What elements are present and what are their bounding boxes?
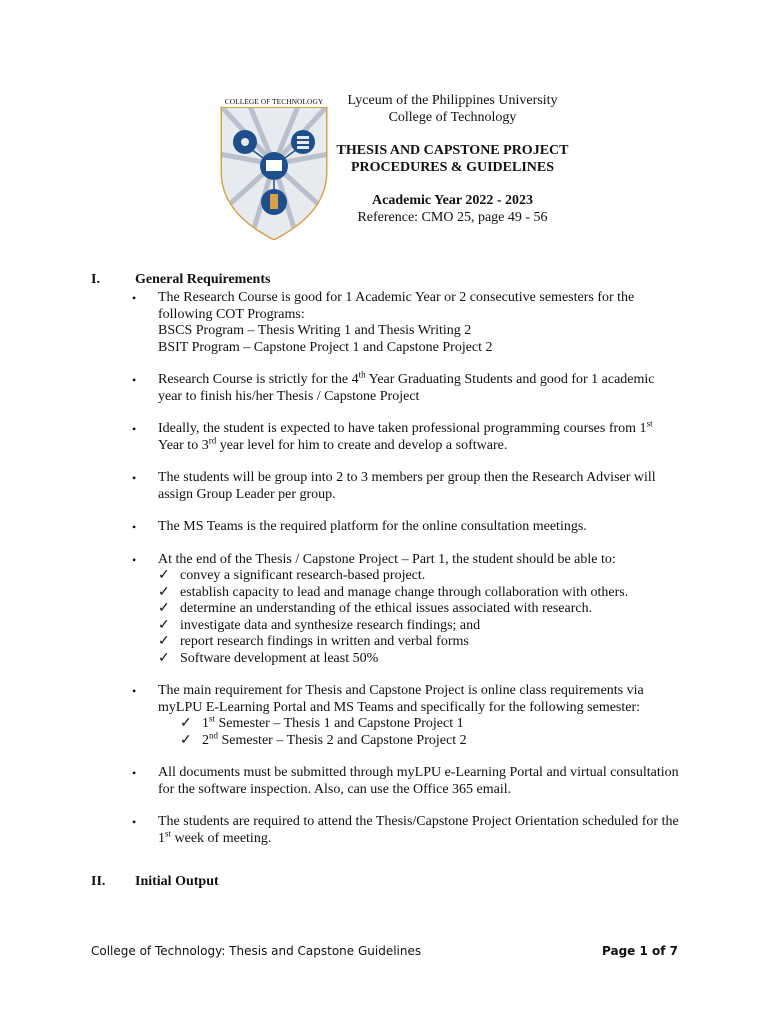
- item-text: Ideally, the student is expected to have taken professional programming courses from 1st Year to 3rd year level for him to create and develop a software.: [158, 418, 653, 453]
- logo-caption: COLLEGE OF TECHNOLOGY: [224, 97, 324, 106]
- checklist-item: ✓ 1st Semester – Thesis 1 and Capstone Project 1: [180, 713, 464, 731]
- college-shield-logo: [219, 94, 329, 240]
- item-text: BSIT Program – Capstone Project 1 and Capstone Project 2: [158, 339, 493, 355]
- list-item: [130, 369, 680, 405]
- outcomes-checklist: [158, 568, 680, 667]
- semester-checklist: [158, 713, 680, 749]
- document-title-line2: PROCEDURES & GUIDELINES: [350, 160, 555, 175]
- checklist-item: ✓ report research findings in written and verbal forms: [158, 634, 469, 649]
- checklist-item: ✓ convey a significant research-based project.: [158, 568, 426, 583]
- checklist-item: ✓ determine an understanding of the ethical issues associated with research.: [158, 601, 593, 616]
- bullet-icon: •: [132, 684, 137, 698]
- list-item: [130, 470, 680, 503]
- item-text: BSCS Program – Thesis Writing 1 and Thesis Writing 2: [158, 323, 472, 338]
- list-item: [130, 519, 680, 536]
- checkmark-icon: ✓: [158, 634, 170, 649]
- reference-line: Reference: CMO 25, page 49 - 56: [357, 210, 548, 225]
- college-name: College of Technology: [388, 110, 517, 125]
- section-number: I.: [91, 272, 100, 287]
- item-text: The MS Teams is the required platform for the online consultation meetings.: [158, 519, 587, 534]
- bullet-icon: •: [132, 815, 137, 829]
- list-item: [130, 290, 680, 356]
- section-title: Initial Output: [135, 874, 219, 889]
- requirements-list: [130, 290, 680, 863]
- bullet-icon: •: [132, 422, 137, 436]
- checklist-item: ✓ 2nd Semester – Thesis 2 and Capstone Project 2: [180, 729, 467, 748]
- footer-title: College of Technology: Thesis and Capstone Guidelines: [91, 944, 422, 958]
- list-item: [130, 814, 680, 847]
- item-text: The Research Course is good for 1 Academic Year or 2 consecutive semesters for the following COT Programs:: [158, 290, 635, 322]
- checkmark-icon: ✓: [158, 584, 170, 600]
- university-name: Lyceum of the Philippines University: [347, 93, 558, 108]
- item-text: All documents must be submitted through myLPU e-Learning Portal and virtual consultation for the software inspection. Also, can use the Office 365 email.: [158, 765, 679, 797]
- academic-year: Academic Year 2022 - 2023: [372, 193, 533, 208]
- list-item: [130, 552, 680, 668]
- list-item: [130, 683, 680, 749]
- checkmark-icon: ✓: [180, 732, 192, 748]
- checkmark-icon: ✓: [158, 601, 170, 616]
- bullet-icon: •: [132, 766, 137, 780]
- section-title: General Requirements: [135, 272, 271, 287]
- list-item: [130, 765, 680, 798]
- checkmark-icon: ✓: [158, 617, 170, 633]
- checkmark-icon: ✓: [180, 716, 192, 731]
- bullet-icon: •: [132, 291, 137, 305]
- item-text: The students are required to attend the Thesis/Capstone Project Orientation scheduled for the 1st week of meeting.: [158, 814, 679, 846]
- bullet-icon: •: [132, 471, 137, 485]
- item-text: Research Course is strictly for the 4th Year Graduating Students and good for 1 academic year to finish his/her Thesis / Capstone Project: [158, 369, 655, 404]
- checkmark-icon: ✓: [158, 568, 170, 583]
- item-text: The students will be group into 2 to 3 members per group then the Research Adviser will assign Group Leader per group.: [158, 470, 656, 502]
- section-heading-2: [91, 874, 219, 890]
- section-heading-1: [91, 272, 270, 288]
- page-number: Page 1 of 7: [602, 944, 678, 958]
- checklist-item: ✓ investigate data and synthesize research findings; and: [158, 617, 481, 633]
- bullet-icon: •: [132, 552, 137, 567]
- section-number: II.: [91, 874, 106, 889]
- document-header: [330, 92, 575, 226]
- document-title-line1: THESIS AND CAPSTONE PROJECT: [336, 143, 569, 158]
- list-item: [130, 418, 680, 454]
- checkmark-icon: ✓: [158, 650, 170, 666]
- item-text: The main requirement for Thesis and Capstone Project is online class requirements via myLPU E-Learning Portal and MS Teams and specifically for the following semester:: [158, 683, 644, 715]
- checklist-item: ✓ Software development at least 50%: [158, 650, 379, 666]
- bullet-icon: •: [132, 373, 137, 387]
- checklist-item: ✓ establish capacity to lead and manage change through collaboration with others.: [158, 584, 629, 600]
- bullet-icon: •: [132, 520, 137, 534]
- item-text: At the end of the Thesis / Capstone Project – Part 1, the student should be able to:: [158, 551, 616, 567]
